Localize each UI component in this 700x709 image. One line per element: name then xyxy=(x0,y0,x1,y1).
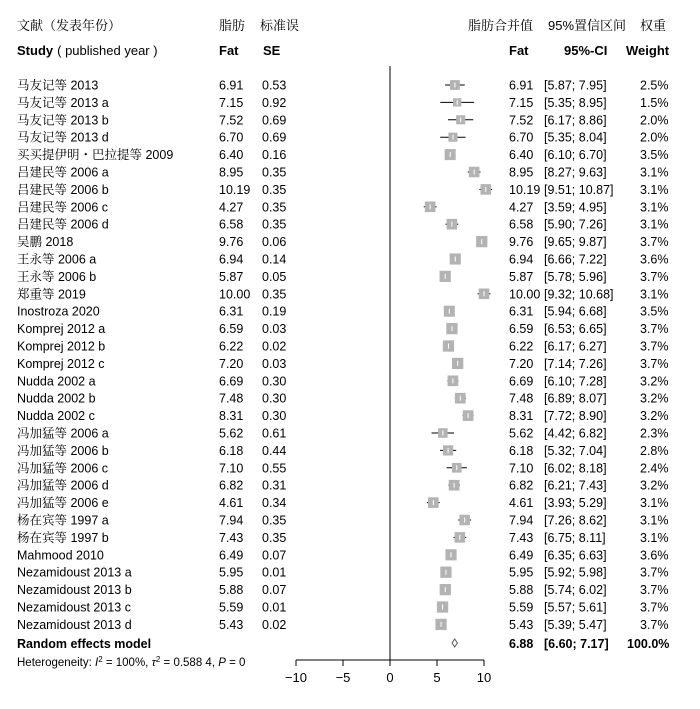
right-weight-value: 3.7% xyxy=(640,269,669,284)
fat-value: 10.00 xyxy=(219,287,251,302)
fat-value: 5.88 xyxy=(219,583,244,598)
heterogeneity-text xyxy=(17,655,245,670)
study-label: 吕建民等 2006 a xyxy=(17,165,109,180)
study-label: Inostroza 2020 xyxy=(17,304,100,319)
right-weight-value: 3.6% xyxy=(640,252,669,267)
right-ci-value: [5.94; 6.68] xyxy=(544,304,607,319)
right-ci-value: [5.87; 7.95] xyxy=(544,78,607,93)
se-value: 0.30 xyxy=(262,374,287,389)
right-ci-value: [7.26; 8.62] xyxy=(544,513,607,528)
se-value: 0.31 xyxy=(262,478,287,493)
fat-value: 9.76 xyxy=(219,235,244,250)
study-label: 吕建民等 2006 d xyxy=(17,217,109,232)
right-ci-value: [5.35; 8.04] xyxy=(544,130,607,145)
study-label: 王永等 2006 a xyxy=(17,252,97,267)
het-i2-value: = 100%, xyxy=(102,657,152,669)
fat-values xyxy=(219,79,250,632)
study-labels xyxy=(17,78,173,632)
right-weight-value: 2.0% xyxy=(640,130,669,145)
right-fat-value: 6.31 xyxy=(509,304,534,319)
right-ci-value: [5.90; 7.26] xyxy=(544,217,607,232)
se-value: 0.35 xyxy=(262,182,287,197)
right-weight-value: 2.5% xyxy=(640,78,669,93)
header-ci-cn: 95%置信区间 xyxy=(548,18,627,33)
header-weight-en: Weight xyxy=(626,43,670,58)
study-label: Nezamidoust 2013 b xyxy=(17,583,132,598)
se-value: 0.02 xyxy=(262,617,287,632)
header-study-en xyxy=(17,43,158,58)
se-value: 0.02 xyxy=(262,339,287,354)
fat-value: 7.43 xyxy=(219,530,244,545)
fat-value: 6.18 xyxy=(219,443,244,458)
right-ci-value: [7.14; 7.26] xyxy=(544,356,607,371)
se-value: 0.35 xyxy=(262,513,287,528)
het-i2-sup: 2 xyxy=(98,654,103,664)
se-value: 0.19 xyxy=(262,304,287,319)
se-value: 0.35 xyxy=(262,165,287,180)
right-fat-value: 5.87 xyxy=(509,269,534,284)
right-weight-value: 3.1% xyxy=(640,530,669,545)
se-value: 0.69 xyxy=(262,130,287,145)
right-ci-value: [6.02; 8.18] xyxy=(544,461,607,476)
right-ci-value: [7.72; 8.90] xyxy=(544,409,607,424)
summary-weight: 100.0% xyxy=(627,637,670,651)
right-ci-value: [8.27; 9.63] xyxy=(544,165,607,180)
header-study-en-suffix: ( published year ) xyxy=(57,43,158,58)
fat-value: 6.94 xyxy=(219,252,244,267)
header-se-cn: 标准误 xyxy=(260,18,300,33)
het-p-value: = 0 xyxy=(225,657,246,669)
right-fat-value: 4.27 xyxy=(509,200,534,215)
right-fat-value: 7.15 xyxy=(509,95,534,110)
right-fat-value: 6.82 xyxy=(509,478,534,493)
fat-value: 6.69 xyxy=(219,374,244,389)
fat-value: 4.27 xyxy=(219,200,244,215)
study-label: Nezamidoust 2013 d xyxy=(17,617,132,632)
right-fat-value: 10.19 xyxy=(509,182,541,197)
fat-value: 5.87 xyxy=(219,269,244,284)
right-fat-value: 7.10 xyxy=(509,461,534,476)
header-pooled-cn: 脂肪合并值 xyxy=(468,18,534,33)
right-weight-value: 3.1% xyxy=(640,496,669,511)
header-fat-en: Fat xyxy=(219,43,239,58)
se-value: 0.61 xyxy=(262,426,287,441)
fat-value: 6.22 xyxy=(219,339,244,354)
fat-value: 6.49 xyxy=(219,548,244,563)
header-fat-right-en: Fat xyxy=(509,43,529,58)
x-axis xyxy=(285,660,491,685)
right-weight-value: 3.5% xyxy=(640,304,669,319)
header-study-en-word: Study xyxy=(17,43,54,58)
x-tick-label: −5 xyxy=(335,670,351,685)
right-ci-value: [9.32; 10.68] xyxy=(544,287,614,302)
right-fat-value: 6.91 xyxy=(509,78,534,93)
right-weight-value: 2.3% xyxy=(640,426,669,441)
header-fat-cn: 脂肪 xyxy=(219,18,246,33)
effect-squares xyxy=(425,80,491,630)
x-tick-label: 10 xyxy=(476,670,492,685)
study-label: 马友记等 2013 d xyxy=(17,130,109,145)
study-label: Komprej 2012 b xyxy=(17,339,106,354)
right-weight-value: 3.7% xyxy=(640,583,669,598)
right-weight-values xyxy=(640,79,669,632)
right-weight-value: 3.2% xyxy=(640,409,669,424)
het-p-symbol: P xyxy=(218,657,226,669)
study-label: Nudda 2002 c xyxy=(17,409,95,424)
right-fat-value: 6.69 xyxy=(509,374,534,389)
right-fat-value: 4.61 xyxy=(509,496,534,511)
right-weight-value: 1.5% xyxy=(640,95,669,110)
right-ci-value: [5.39; 5.47] xyxy=(544,617,607,632)
fat-value: 6.40 xyxy=(219,148,244,163)
fat-value: 7.10 xyxy=(219,461,244,476)
study-label: 买买提伊明・巴拉提等 2009 xyxy=(17,148,174,163)
right-fat-value: 5.95 xyxy=(509,565,534,580)
right-weight-value: 3.1% xyxy=(640,200,669,215)
right-weight-value: 2.0% xyxy=(640,113,669,128)
right-ci-value: [6.17; 8.86] xyxy=(544,113,607,128)
right-ci-value: [5.78; 5.96] xyxy=(544,269,607,284)
se-value: 0.92 xyxy=(262,95,287,110)
se-value: 0.01 xyxy=(262,565,287,580)
right-fat-value: 5.88 xyxy=(509,583,534,598)
right-weight-value: 3.7% xyxy=(640,356,669,371)
study-label: 冯加猛等 2006 d xyxy=(17,478,109,493)
summary-label: Random effects model xyxy=(17,637,152,651)
right-ci-value: [5.32; 7.04] xyxy=(544,443,607,458)
study-label: 郑重等 2019 xyxy=(17,287,86,302)
fat-value: 7.52 xyxy=(219,113,244,128)
se-value: 0.30 xyxy=(262,409,287,424)
summary-ci: [6.60; 7.17] xyxy=(544,637,609,651)
right-weight-value: 3.2% xyxy=(640,374,669,389)
study-label: Nudda 2002 b xyxy=(17,391,96,406)
fat-value: 8.95 xyxy=(219,165,244,180)
study-label: 吴鹏 2018 xyxy=(17,235,74,250)
right-ci-value: [6.53; 6.65] xyxy=(544,322,607,337)
right-weight-value: 3.7% xyxy=(640,235,669,250)
se-value: 0.35 xyxy=(262,287,287,302)
right-fat-value: 8.95 xyxy=(509,165,534,180)
right-fat-value: 9.76 xyxy=(509,235,534,250)
fat-value: 6.91 xyxy=(219,78,244,93)
right-weight-value: 2.4% xyxy=(640,461,669,476)
right-weight-value: 3.2% xyxy=(640,391,669,406)
se-value: 0.03 xyxy=(262,322,287,337)
se-value: 0.30 xyxy=(262,391,287,406)
se-value: 0.35 xyxy=(262,200,287,215)
se-value: 0.35 xyxy=(262,217,287,232)
se-value: 0.16 xyxy=(262,148,287,163)
fat-value: 8.31 xyxy=(219,409,244,424)
right-ci-value: [6.21; 7.43] xyxy=(544,478,607,493)
right-weight-value: 2.8% xyxy=(640,443,669,458)
right-ci-value: [5.35; 8.95] xyxy=(544,95,607,110)
fat-value: 7.94 xyxy=(219,513,244,528)
right-weight-value: 3.2% xyxy=(640,478,669,493)
het-tau-value: = 0.588 4, xyxy=(160,657,219,669)
fat-value: 10.19 xyxy=(219,182,251,197)
header-study-cn: 文献（发表年份） xyxy=(17,18,122,33)
fat-value: 6.31 xyxy=(219,304,244,319)
right-fat-values xyxy=(509,79,540,632)
right-fat-value: 7.94 xyxy=(509,513,534,528)
right-ci-value: [6.89; 8.07] xyxy=(544,391,607,406)
se-value: 0.53 xyxy=(262,78,287,93)
right-ci-value: [3.93; 5.29] xyxy=(544,496,607,511)
right-fat-value: 8.31 xyxy=(509,409,534,424)
study-label: 冯加猛等 2006 e xyxy=(17,496,109,511)
right-fat-value: 6.18 xyxy=(509,443,534,458)
right-ci-value: [9.65; 9.87] xyxy=(544,235,607,250)
study-label: Komprej 2012 a xyxy=(17,322,106,337)
right-weight-value: 3.1% xyxy=(640,513,669,528)
header-ci-en: 95%-CI xyxy=(564,43,608,58)
het-tau-symbol: τ xyxy=(151,657,156,669)
se-value: 0.14 xyxy=(262,252,287,267)
study-label: 冯加猛等 2006 b xyxy=(17,443,109,458)
right-weight-value: 3.1% xyxy=(640,217,669,232)
study-label: 王永等 2006 b xyxy=(17,269,97,284)
fat-value: 7.20 xyxy=(219,356,244,371)
right-ci-value: [6.10; 6.70] xyxy=(544,148,607,163)
fat-value: 7.15 xyxy=(219,95,244,110)
right-ci-value: [6.75; 8.11] xyxy=(544,530,606,545)
se-value: 0.05 xyxy=(262,269,287,284)
se-value: 0.07 xyxy=(262,583,287,598)
study-label: Mahmood 2010 xyxy=(17,548,104,563)
se-value: 0.35 xyxy=(262,530,287,545)
right-fat-value: 7.48 xyxy=(509,391,534,406)
right-weight-value: 3.1% xyxy=(640,287,669,302)
right-fat-value: 6.49 xyxy=(509,548,534,563)
se-value: 0.34 xyxy=(262,496,287,511)
se-value: 0.07 xyxy=(262,548,287,563)
right-fat-value: 6.94 xyxy=(509,252,534,267)
right-fat-value: 6.58 xyxy=(509,217,534,232)
fat-value: 5.59 xyxy=(219,600,244,615)
study-label: 吕建民等 2006 c xyxy=(17,200,109,215)
right-ci-value: [5.74; 6.02] xyxy=(544,583,607,598)
right-fat-value: 7.20 xyxy=(509,356,534,371)
right-fat-value: 6.59 xyxy=(509,322,534,337)
right-fat-value: 6.40 xyxy=(509,148,534,163)
se-value: 0.03 xyxy=(262,356,287,371)
fat-value: 5.95 xyxy=(219,565,244,580)
right-weight-value: 3.5% xyxy=(640,148,669,163)
right-ci-value: [6.17; 6.27] xyxy=(544,339,607,354)
se-value: 0.01 xyxy=(262,600,287,615)
study-label: Nezamidoust 2013 a xyxy=(17,565,132,580)
study-label: 马友记等 2013 xyxy=(17,78,99,93)
x-tick-label: 0 xyxy=(386,670,394,685)
right-ci-value: [5.92; 5.98] xyxy=(544,565,607,580)
right-ci-value: [3.59; 4.95] xyxy=(544,200,607,215)
header-weight-cn: 权重 xyxy=(640,18,667,33)
se-value: 0.69 xyxy=(262,113,287,128)
study-label: 马友记等 2013 a xyxy=(17,95,109,110)
study-label: 吕建民等 2006 b xyxy=(17,182,109,197)
right-fat-value: 7.43 xyxy=(509,530,534,545)
right-fat-value: 5.59 xyxy=(509,600,534,615)
right-fat-value: 5.62 xyxy=(509,426,534,441)
right-ci-value: [6.35; 6.63] xyxy=(544,548,607,563)
right-weight-value: 3.1% xyxy=(640,182,669,197)
summary-diamond xyxy=(452,639,457,647)
se-value: 0.55 xyxy=(262,461,287,476)
right-weight-value: 3.7% xyxy=(640,600,669,615)
fat-value: 6.82 xyxy=(219,478,244,493)
right-fat-value: 7.52 xyxy=(509,113,534,128)
fat-value: 6.59 xyxy=(219,322,244,337)
right-ci-value: [5.57; 5.61] xyxy=(544,600,607,615)
right-ci-value: [4.42; 6.82] xyxy=(544,426,607,441)
right-ci-value: [6.10; 7.28] xyxy=(544,374,607,389)
study-label: Nudda 2002 a xyxy=(17,374,96,389)
right-weight-value: 3.7% xyxy=(640,617,669,632)
right-weight-value: 3.6% xyxy=(640,548,669,563)
right-fat-value: 10.00 xyxy=(509,287,541,302)
study-label: 冯加猛等 2006 a xyxy=(17,426,109,441)
fat-value: 4.61 xyxy=(219,496,244,511)
x-tick-label: −10 xyxy=(284,670,308,685)
study-label: 杨在宾等 1997 a xyxy=(17,513,109,528)
right-fat-value: 6.22 xyxy=(509,339,534,354)
se-value: 0.06 xyxy=(262,235,287,250)
het-i2-symbol: I xyxy=(95,657,99,669)
fat-value: 6.58 xyxy=(219,217,244,232)
right-ci-value: [6.66; 7.22] xyxy=(544,252,607,267)
right-weight-value: 3.7% xyxy=(640,322,669,337)
right-weight-value: 3.1% xyxy=(640,165,669,180)
fat-value: 5.62 xyxy=(219,426,244,441)
se-value: 0.44 xyxy=(262,443,287,458)
fat-value: 6.70 xyxy=(219,130,244,145)
ci-lines xyxy=(424,85,492,624)
right-fat-value: 5.43 xyxy=(509,617,534,632)
study-label: Komprej 2012 c xyxy=(17,356,105,371)
fat-value: 5.43 xyxy=(219,617,244,632)
se-values xyxy=(262,79,286,632)
het-tau-sup: 2 xyxy=(155,654,161,664)
study-label: 马友记等 2013 b xyxy=(17,113,109,128)
summary-fat: 6.88 xyxy=(509,637,534,651)
right-weight-value: 3.7% xyxy=(640,565,669,580)
right-ci-value: [9.51; 10.87] xyxy=(544,182,614,197)
header-se-en: SE xyxy=(263,43,281,58)
fat-value: 7.48 xyxy=(219,391,244,406)
right-fat-value: 6.70 xyxy=(509,130,534,145)
study-label: 冯加猛等 2006 c xyxy=(17,461,109,476)
het-prefix: Heterogeneity: xyxy=(17,657,95,669)
x-tick-label: 5 xyxy=(433,670,441,685)
right-ci-values xyxy=(544,79,614,632)
study-label: 杨在宾等 1997 b xyxy=(17,530,109,545)
study-label: Nezamidoust 2013 c xyxy=(17,600,131,615)
right-weight-value: 3.7% xyxy=(640,339,669,354)
